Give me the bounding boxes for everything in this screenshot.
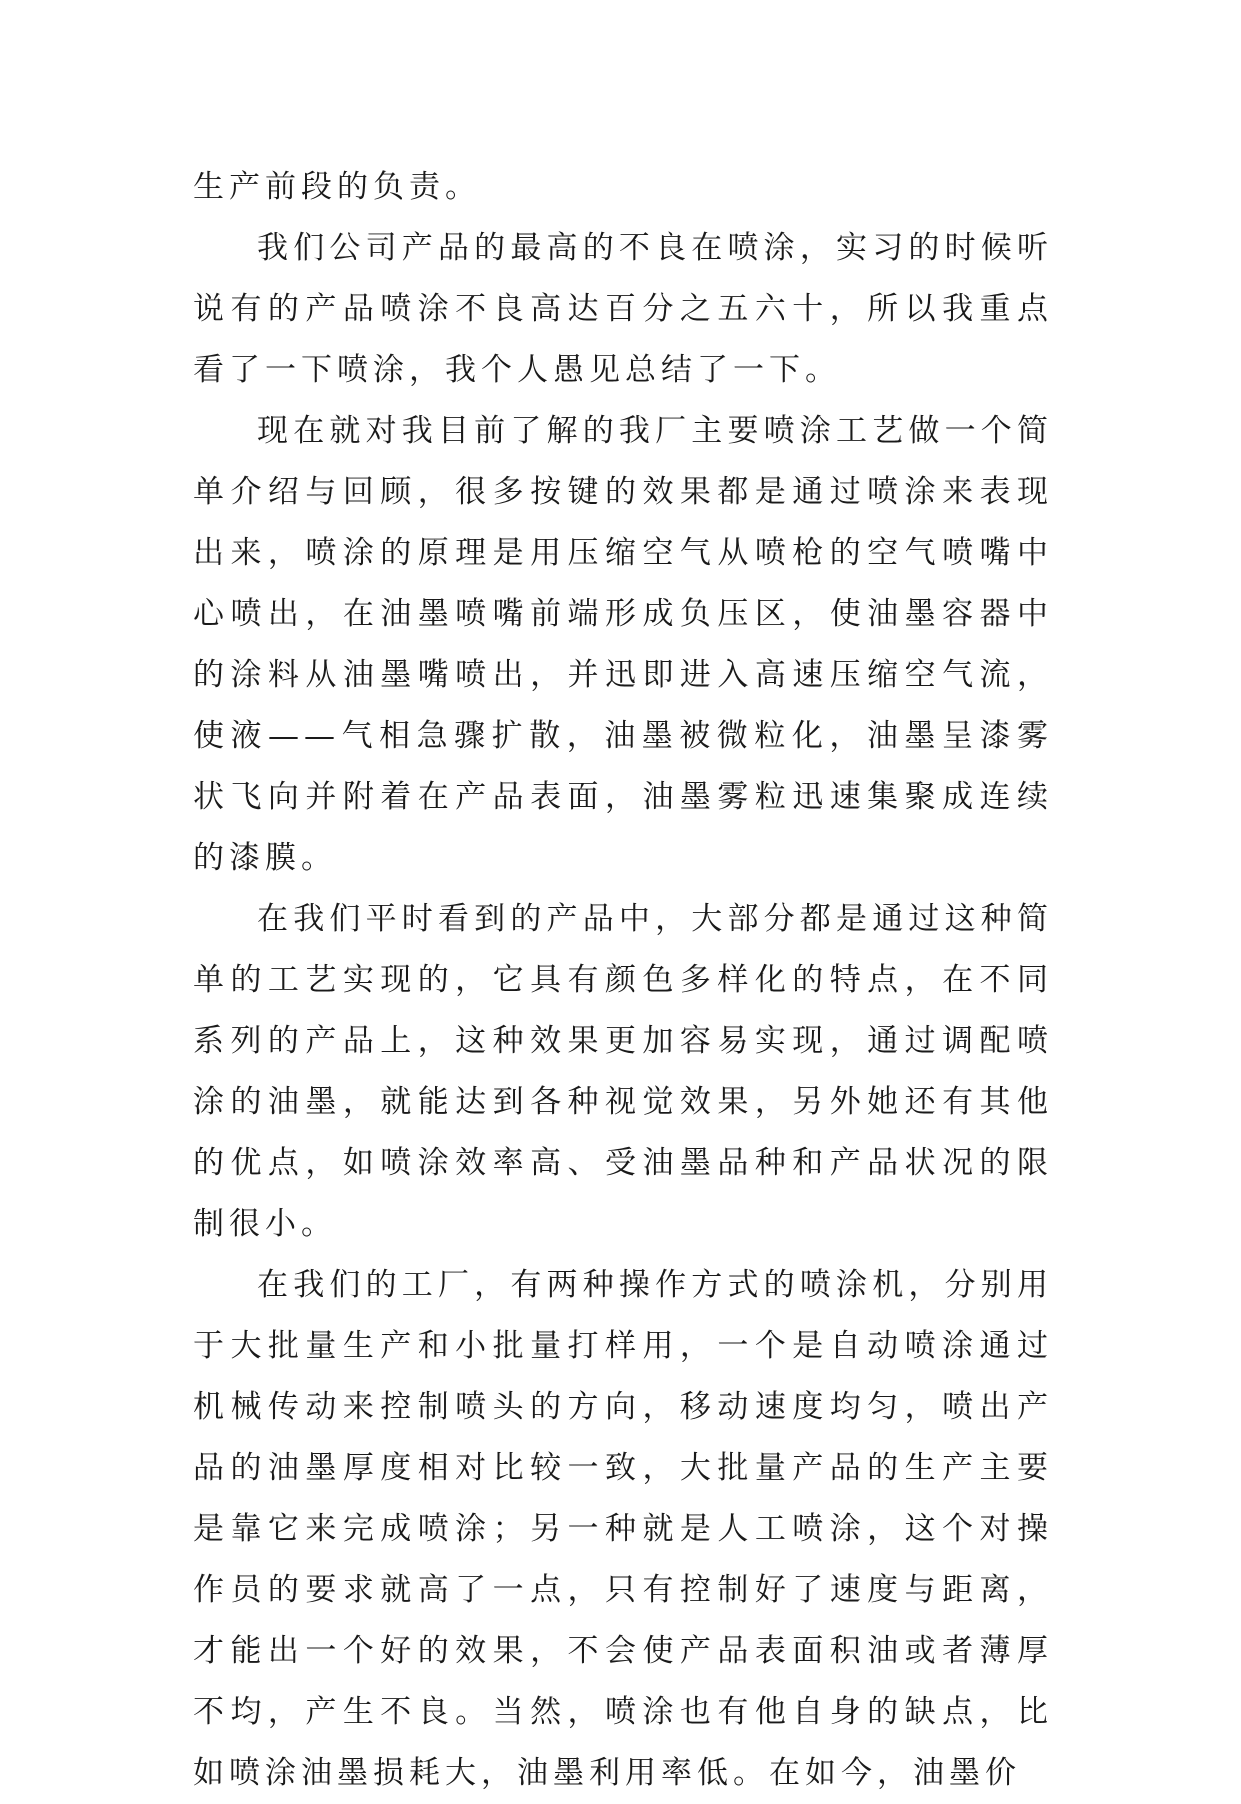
paragraph-1: 生产前段的负责。 xyxy=(193,169,481,205)
paragraph-4: 在我们平时看到的产品中，大部分都是通过这种简单的工艺实现的，它具有颜色多样化的特点，在不同系列的产品上，这种效果更加容易实现，通过调配喷涂的油墨，就能达到各种视觉效果，另外她还有其他的优点，如喷涂效率高、受油墨品种和产品状况的限制很小。 xyxy=(193,901,1053,1242)
paragraph-3: 现在就对我目前了解的我厂主要喷涂工艺做一个简单介绍与回顾，很多按键的效果都是通过喷涂来表现出来，喷涂的原理是用压缩空气从喷枪的空气喷嘴中心喷出，在油墨喷嘴前端形成负压区，使油墨容器中的涂料从油墨嘴喷出，并迅即进入高速压缩空气流，使液——气相急骤扩散，油墨被微粒化，油墨呈漆雾状飞向并附着在产品表面，油墨雾粒迅速集聚成连续的漆膜。 xyxy=(193,413,1053,876)
paragraph-5: 在我们的工厂，有两种操作方式的喷涂机，分别用于大批量生产和小批量打样用，一个是自动喷涂通过机械传动来控制喷头的方向，移动速度均匀，喷出产品的油墨厚度相对比较一致，大批量产品的生产主要是靠它来完成喷涂；另一种就是人工喷涂，这个对操作员的要求就高了一点，只有控制好了速度与距离，才能出一个好的效果，不会使产品表面积油或者薄厚不均，产生不良。当然，喷涂也有他自身的缺点，比如喷涂油墨损耗大，油墨利用率低。在如今，油墨价 xyxy=(193,1267,1053,1791)
paragraph-2: 我们公司产品的最高的不良在喷涂，实习的时候听说有的产品喷涂不良高达百分之五六十，所以我重点看了一下喷涂，我个人愚见总结了一下。 xyxy=(193,230,1053,388)
document-body xyxy=(193,157,1053,1804)
